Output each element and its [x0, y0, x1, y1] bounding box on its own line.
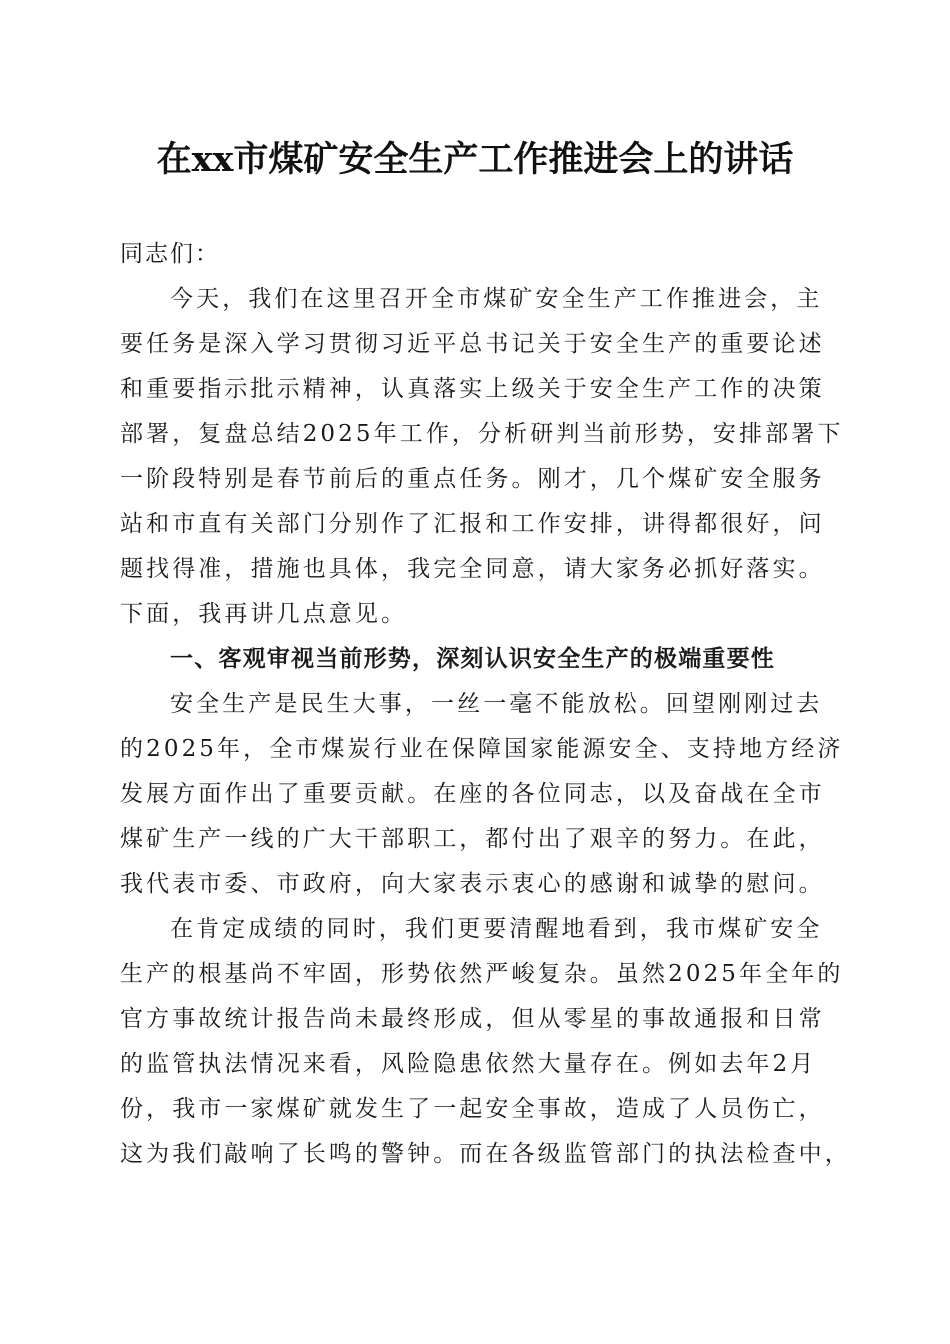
- paragraph-line: 今天，我们在这里召开全市煤矿安全生产工作推进会，主: [170, 286, 823, 312]
- paragraph-line: 这为我们敲响了长鸣的警钟。而在各级监管部门的执法检查中，: [120, 1141, 851, 1167]
- paragraph-line: 下面，我再讲几点意见。: [120, 601, 408, 627]
- paragraph-line: 官方事故统计报告尚未最终形成，但从零星的事故通报和日常: [120, 1006, 825, 1032]
- paragraph-2: [120, 682, 844, 907]
- paragraph-line: 在肯定成绩的同时，我们更要清醒地看到，我市煤矿安全: [170, 916, 823, 942]
- paragraph-line: 发展方面作出了重要贡献。在座的各位同志，以及奋战在全市: [120, 781, 825, 807]
- paragraph-line: 题找得准，措施也具体，我完全同意，请大家务必抓好落实。: [120, 556, 825, 582]
- paragraph-line: 的2025年，全市煤炭行业在保障国家能源安全、支持地方经济: [120, 736, 844, 762]
- paragraph-line: 煤矿生产一线的广大干部职工，都付出了艰辛的努力。在此，: [120, 826, 825, 852]
- paragraph-3: [120, 907, 851, 1177]
- paragraph-line: 和重要指示批示精神，认真落实上级关于安全生产工作的决策: [120, 376, 825, 402]
- section-heading: 一、客观审视当前形势，深刻认识安全生产的极端重要性: [170, 646, 775, 672]
- salutation: 同志们：: [120, 241, 220, 267]
- paragraph-line: 的监管执法情况来看，风险隐患依然大量存在。例如去年2月: [120, 1051, 817, 1077]
- paragraph-line: 部署，复盘总结2025年工作，分析研判当前形势，安排部署下: [120, 421, 844, 447]
- paragraph-line: 我代表市委、市政府，向大家表示衷心的感谢和诚挚的慰问。: [120, 871, 825, 897]
- paragraph-line: 一阶段特别是春节前后的重点任务。刚才，几个煤矿安全服务: [120, 466, 825, 492]
- document-body: [120, 232, 851, 1177]
- paragraph-line: 生产的根基尚不牢固，形势依然严峻复杂。虽然2025年全年的: [120, 961, 844, 987]
- paragraph-1: [120, 277, 844, 637]
- paragraph-line: 安全生产是民生大事，一丝一毫不能放松。回望刚刚过去: [170, 691, 823, 717]
- paragraph-line: 份，我市一家煤矿就发生了一起安全事故，造成了人员伤亡，: [120, 1096, 825, 1122]
- paragraph-line: 要任务是深入学习贯彻习近平总书记关于安全生产的重要论述: [120, 331, 825, 357]
- page-title: 在xx市煤矿安全生产工作推进会上的讲话: [156, 139, 794, 180]
- paragraph-line: 站和市直有关部门分别作了汇报和工作安排，讲得都很好，问: [120, 511, 825, 537]
